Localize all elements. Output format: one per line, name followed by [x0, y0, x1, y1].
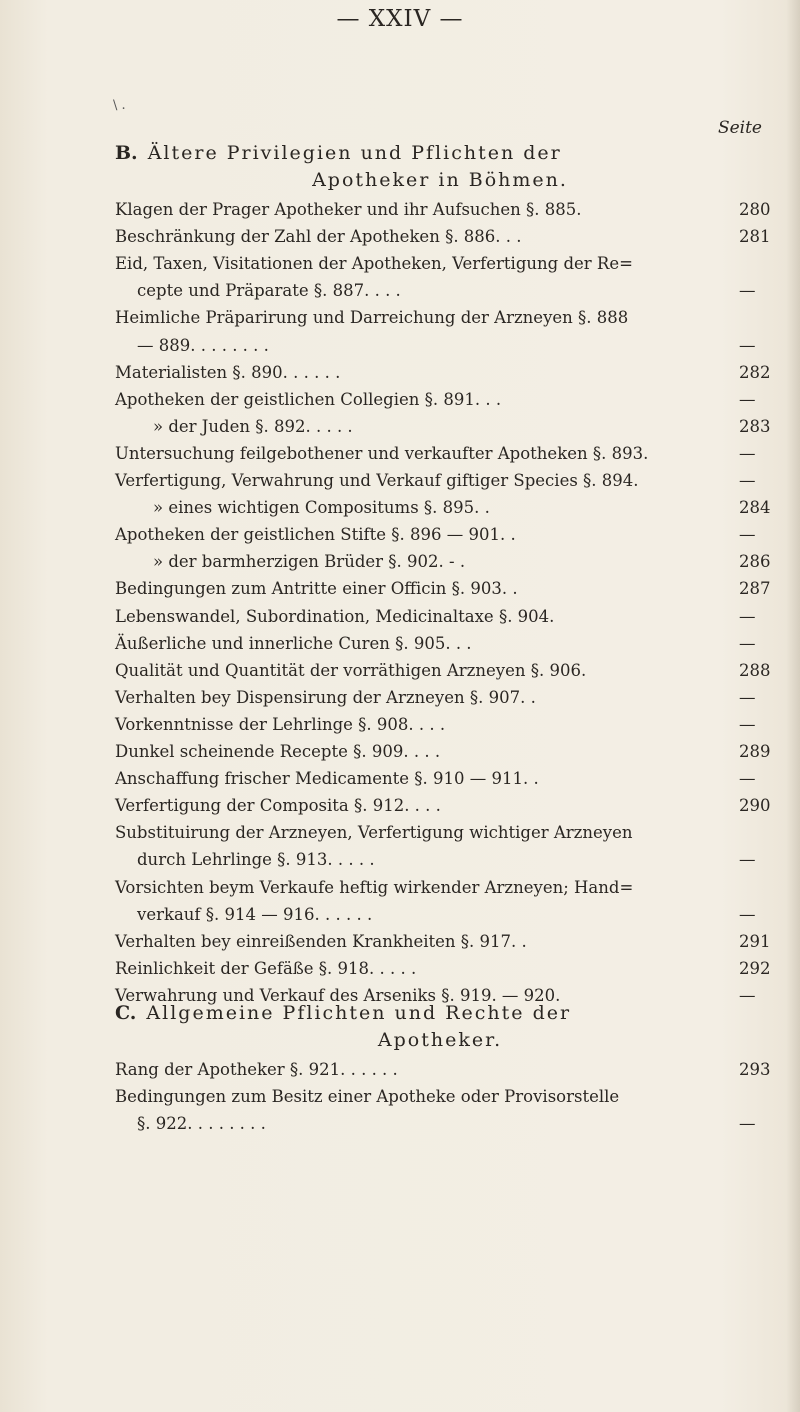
- toc-entry-page: —: [739, 633, 756, 653]
- toc-entry-page: —: [739, 471, 756, 490]
- toc-entry: [115, 1083, 775, 1110]
- toc-entry: [115, 765, 775, 792]
- toc-entry-text: Materialisten §. 890. . . . . .: [115, 362, 341, 382]
- toc-entry-text: Heimliche Präparirung und Darreichung der Arzneyen §. 888: [115, 308, 629, 328]
- toc-entry-page: 291: [739, 931, 771, 951]
- toc-entry-text: Verhalten bey einreißenden Krankheiten §. 917. .: [115, 931, 527, 951]
- toc-entry-page: 290: [739, 796, 771, 816]
- toc-entry-page: 284: [739, 498, 771, 518]
- toc-entry-page: 292: [739, 958, 771, 978]
- toc-entry: [115, 467, 775, 494]
- toc-entry: [115, 603, 775, 630]
- toc-entry-text: Apotheken der geistlichen Stifte §. 896 — 901. .: [115, 525, 516, 545]
- toc-entry: [115, 575, 775, 602]
- toc-entry: [115, 901, 775, 928]
- toc-entry-text: Verfertigung der Composita §. 912. . . .: [115, 796, 441, 816]
- toc-entry-page: 287: [739, 579, 771, 599]
- toc-entry: [115, 223, 775, 250]
- toc-entry-page: 288: [739, 660, 771, 680]
- toc-entry: [115, 630, 775, 657]
- page-edge-shadow: [786, 0, 800, 1412]
- toc-entry-page: —: [739, 335, 756, 355]
- toc-entry: [115, 874, 775, 901]
- toc-entry: [115, 413, 775, 440]
- toc-entry-text: cepte und Präparate §. 887. . . .: [137, 281, 401, 301]
- toc-entry-text: §. 922. . . . . . . .: [137, 1114, 266, 1134]
- toc-entry-page: —: [739, 985, 756, 1005]
- corner-mark: \ .: [113, 98, 126, 113]
- toc-entry: [115, 738, 775, 765]
- section-b-title-line1: Ältere Privilegien und Pflichten der: [147, 142, 562, 164]
- toc-entry-text: Bedingungen zum Besitz einer Apotheke oder Provisorstelle: [115, 1087, 620, 1107]
- toc-entry: [115, 494, 775, 521]
- toc-entry: [115, 440, 775, 467]
- section-b-title-line2: Apotheker in Böhmen.: [312, 169, 568, 191]
- toc-entry-text: Eid, Taxen, Visitationen der Apotheken, Verfertigung der Re=: [115, 254, 633, 274]
- toc-entry-text: » der Juden §. 892. . . . .: [153, 416, 353, 436]
- toc-entry-text: » der barmherzigen Brüder §. 902. - .: [153, 552, 466, 572]
- toc-entry-page: 286: [739, 552, 771, 572]
- toc-entry-page: —: [739, 525, 756, 545]
- toc-entry-page: —: [739, 389, 756, 409]
- toc-entry: [115, 250, 775, 277]
- toc-entry: [115, 928, 775, 955]
- toc-entry-page: —: [739, 904, 756, 924]
- toc-entry: [115, 548, 775, 575]
- toc-entry: [115, 304, 775, 331]
- toc-entry-text: Vorsichten beym Verkaufe heftig wirkender Arzneyen; Hand=: [115, 877, 634, 897]
- toc-entry: [115, 1110, 775, 1137]
- toc-entry-page: 293: [739, 1060, 771, 1079]
- toc-entry-page: 281: [739, 227, 771, 247]
- toc-entry-text: — 889. . . . . . . .: [137, 335, 269, 355]
- toc-entry: [115, 684, 775, 711]
- toc-entry: [115, 819, 775, 846]
- toc-entry-text: Rang der Apotheker §. 921. . . . . .: [115, 1060, 398, 1079]
- toc-entry-text: Vorkenntnisse der Lehrlinge §. 908. . . .: [115, 714, 446, 734]
- toc-entry-page: —: [739, 850, 756, 870]
- toc-entry-text: Verhalten bey Dispensirung der Arzneyen §. 907. .: [115, 687, 536, 707]
- toc-entry-text: » eines wichtigen Compositums §. 895. .: [153, 498, 490, 518]
- section-b-letter: B.: [115, 142, 138, 164]
- section-c-letter: C.: [115, 1002, 137, 1024]
- toc-entry-page: 289: [739, 742, 771, 761]
- toc-entry-page: —: [739, 687, 756, 707]
- toc-entry-text: Substituirung der Arzneyen, Verfertigung wichtiger Arzneyen: [115, 823, 633, 843]
- toc-entry-text: Verfertigung, Verwahrung und Verkauf giftiger Species §. 894.: [115, 471, 639, 490]
- toc-entry-text: durch Lehrlinge §. 913. . . . .: [137, 850, 375, 870]
- toc-entry: [115, 711, 775, 738]
- section-c-title-line2: Apotheker.: [377, 1029, 503, 1051]
- toc-entry-page: —: [739, 769, 756, 789]
- toc-entry-text: Klagen der Prager Apotheker und ihr Aufsuchen §. 885.: [115, 200, 582, 219]
- toc-entry-page: —: [739, 443, 756, 463]
- toc-entry: [115, 792, 775, 819]
- toc-entry-text: verkauf §. 914 — 916. . . . . .: [137, 904, 373, 924]
- page-numeral: — XXIV —: [336, 6, 464, 32]
- toc-entry-page: —: [739, 1114, 756, 1134]
- toc-entry-text: Untersuchung feilgebothener und verkaufter Apotheken §. 893.: [115, 443, 649, 463]
- toc-entry-page: 280: [739, 200, 771, 219]
- toc-entry-page: —: [739, 714, 756, 734]
- toc-entry: [115, 955, 775, 982]
- toc-entry: [115, 1056, 775, 1083]
- toc-entry-text: Qualität und Quantität der vorräthigen Arzneyen §. 906.: [115, 660, 587, 680]
- toc-entry-text: Lebenswandel, Subordination, Medicinaltaxe §. 904.: [115, 606, 555, 626]
- toc-entry-text: Bedingungen zum Antritte einer Officin §. 903. .: [115, 579, 518, 599]
- toc-entry: [115, 846, 775, 873]
- toc-entry: [115, 359, 775, 386]
- toc-entry: [115, 521, 775, 548]
- toc-entry: [115, 386, 775, 413]
- toc-entry: [115, 657, 775, 684]
- toc-entry-page: —: [739, 281, 756, 301]
- section-c-heading: [115, 1000, 765, 1054]
- toc-entry: [115, 332, 775, 359]
- section-c-title-line1: Allgemeine Pflichten und Rechte der: [146, 1002, 572, 1024]
- section-b-heading: [115, 140, 765, 194]
- toc-entry: [115, 196, 775, 223]
- toc-entry-text: Äußerliche und innerliche Curen §. 905. . .: [115, 633, 472, 653]
- toc-entry-text: Verwahrung und Verkauf des Arseniks §. 919. — 920.: [115, 985, 561, 1005]
- toc-entry-page: 283: [739, 416, 771, 436]
- toc-entry-text: Anschaffung frischer Medicamente §. 910 — 911. .: [115, 769, 539, 789]
- toc-entry-page: —: [739, 606, 756, 626]
- toc-entry-page: 282: [739, 362, 771, 382]
- toc-entry-text: Dunkel scheinende Recepte §. 909. . . .: [115, 742, 441, 761]
- toc-entry-text: Beschränkung der Zahl der Apotheken §. 886. . .: [115, 227, 522, 247]
- toc-entry-text: Apotheken der geistlichen Collegien §. 891. . .: [115, 389, 502, 409]
- toc-entry-text: Reinlichkeit der Gefäße §. 918. . . . .: [115, 958, 417, 978]
- toc-entry: [115, 277, 775, 304]
- seite-label: Seite: [717, 118, 762, 138]
